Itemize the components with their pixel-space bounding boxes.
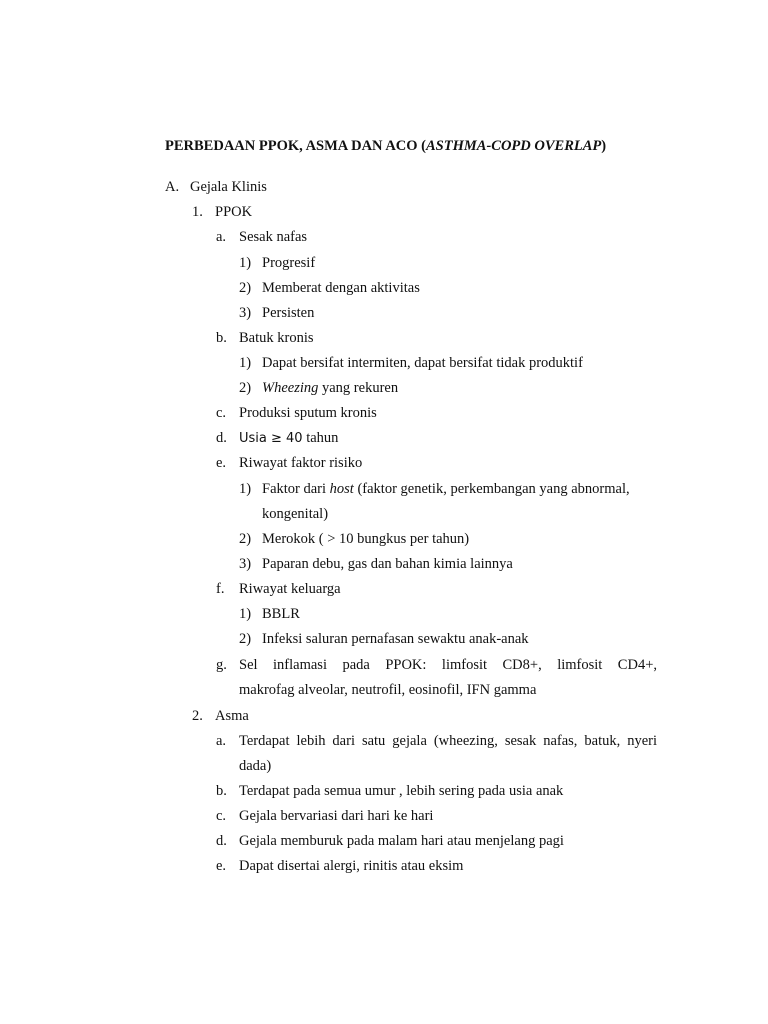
asma-c-text: Gejala bervariasi dari hari ke hari bbox=[239, 808, 434, 824]
ppok-b-2-marker: 2) bbox=[239, 380, 252, 396]
asma-c-marker: c. bbox=[216, 808, 227, 824]
ppok-b-2-text bbox=[262, 381, 398, 396]
ppok-e-3-text: Paparan debu, gas dan bahan kimia lainnya bbox=[262, 556, 513, 572]
ppok-f-2-marker: 2) bbox=[239, 631, 252, 647]
host-term: host bbox=[329, 481, 354, 497]
asma-a-line1: Terdapat lebih dari satu gejala (wheezing, sesak nafas, batuk, nyeri bbox=[239, 733, 657, 749]
ppok-g-line2: makrofag alveolar, neutrofil, eosinofil, IFN gamma bbox=[239, 682, 537, 698]
ppok-a-1-text: Progresif bbox=[262, 255, 316, 271]
asma-e-marker: e. bbox=[216, 858, 227, 874]
asma-a-line2: dada) bbox=[239, 758, 272, 774]
wheezing-term: Wheezing bbox=[262, 380, 319, 396]
ppok-a-label: Sesak nafas bbox=[239, 229, 308, 245]
ppok-a-2-text: Memberat dengan aktivitas bbox=[262, 280, 420, 296]
title-italic: ASTHMA-COPD OVERLAP bbox=[426, 138, 602, 154]
ppok-e-3-marker: 3) bbox=[239, 556, 252, 572]
title-close: ) bbox=[601, 138, 607, 154]
ppok-e-1-post: (faktor genetik, perkembangan yang abnormal, bbox=[353, 481, 630, 497]
ppok-e-label: Riwayat faktor risiko bbox=[239, 455, 363, 471]
ppok-b-1-text: Dapat bersifat intermiten, dapat bersifat tidak produktif bbox=[262, 355, 583, 371]
ppok-e-marker: e. bbox=[216, 455, 227, 471]
asma-d-marker: d. bbox=[216, 833, 227, 849]
ppok-a-3-text: Persisten bbox=[262, 305, 315, 321]
ppok-g-marker: g. bbox=[216, 657, 227, 673]
asma-a-marker: a. bbox=[216, 733, 227, 749]
ppok-a-marker: a. bbox=[216, 229, 227, 245]
ppok-e-1-text bbox=[262, 482, 630, 497]
ppok-a-1-marker: 1) bbox=[239, 255, 252, 271]
asma-heading: Asma bbox=[215, 708, 249, 724]
ppok-e-1-marker: 1) bbox=[239, 481, 252, 497]
ppok-e-2-marker: 2) bbox=[239, 531, 252, 547]
ppok-b-label: Batuk kronis bbox=[239, 330, 314, 346]
ppok-d-marker: d. bbox=[216, 430, 227, 446]
ppok-c-marker: c. bbox=[216, 405, 227, 421]
title-main: PERBEDAAN PPOK, ASMA DAN ACO ( bbox=[165, 138, 427, 154]
ppok-e-1-pre: Faktor dari bbox=[262, 481, 330, 497]
ppok-a-3-marker: 3) bbox=[239, 305, 252, 321]
ppok-d-label bbox=[239, 431, 338, 446]
ppok-d-rest: tahun bbox=[302, 430, 339, 446]
ppok-c-label: Produksi sputum kronis bbox=[239, 405, 377, 421]
ppok-b-marker: b. bbox=[216, 330, 227, 346]
section-a-marker: A. bbox=[165, 179, 180, 195]
ppok-f-marker: f. bbox=[216, 581, 225, 597]
asma-marker: 2. bbox=[192, 708, 203, 724]
document-title bbox=[165, 139, 606, 154]
ppok-f-label: Riwayat keluarga bbox=[239, 581, 341, 597]
ppok-a-2-marker: 2) bbox=[239, 280, 252, 296]
section-a-heading: Gejala Klinis bbox=[190, 179, 267, 195]
ppok-e-2-text: Merokok ( > 10 bungkus per tahun) bbox=[262, 531, 470, 547]
asma-b-text: Terdapat pada semua umur , lebih sering pada usia anak bbox=[239, 783, 564, 799]
asma-b-marker: b. bbox=[216, 783, 227, 799]
asma-e-text: Dapat disertai alergi, rinitis atau eksim bbox=[239, 858, 464, 874]
asma-d-text: Gejala memburuk pada malam hari atau menjelang pagi bbox=[239, 833, 564, 849]
ppok-e-1-continuation: kongenital) bbox=[262, 506, 329, 522]
ppok-f-1-text: BBLR bbox=[262, 606, 300, 622]
ppok-heading: PPOK bbox=[215, 204, 253, 220]
ppok-g-line1: Sel inflamasi pada PPOK: limfosit CD8+, limfosit CD4+, bbox=[239, 657, 657, 673]
ppok-b-1-marker: 1) bbox=[239, 355, 252, 371]
ppok-f-2-text: Infeksi saluran pernafasan sewaktu anak-anak bbox=[262, 631, 529, 647]
ppok-marker: 1. bbox=[192, 204, 203, 220]
ppok-b-2-rest: yang rekuren bbox=[318, 380, 399, 396]
ppok-f-1-marker: 1) bbox=[239, 606, 252, 622]
ppok-d-age: Usia ≥ 40 bbox=[239, 431, 303, 446]
